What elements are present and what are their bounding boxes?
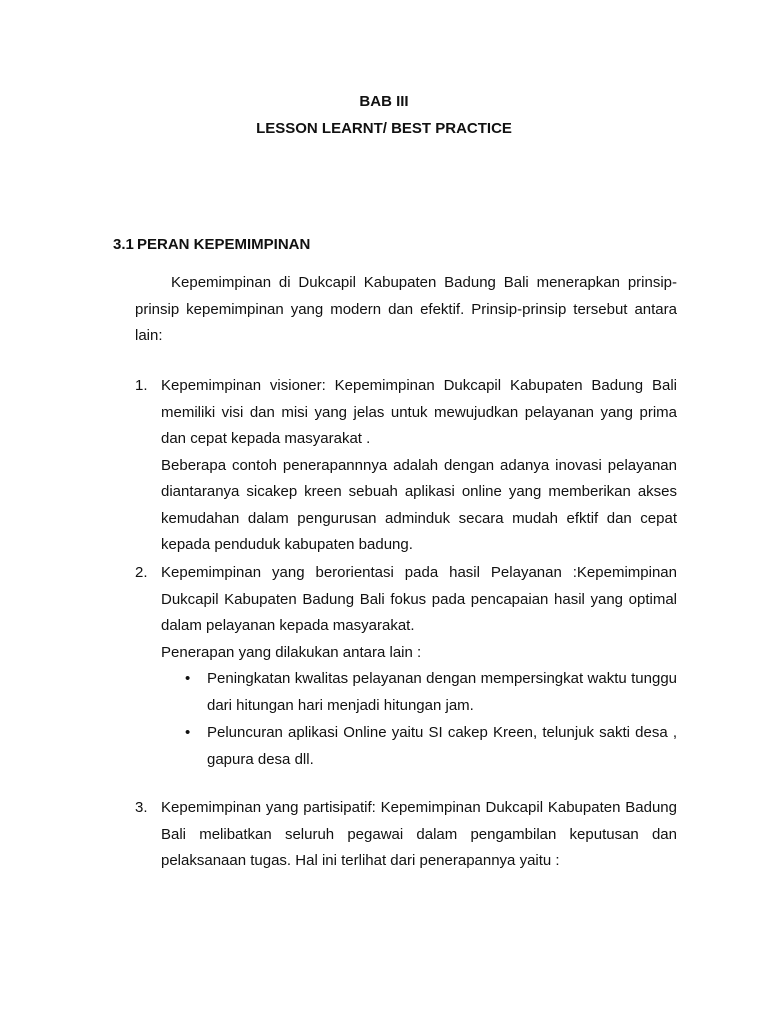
list-item-text: Kepemimpinan yang partisipatif: Kepemimpinan Dukcapil Kabupaten Badung Bali melibatkan seluruh pegawai dalam pengambilan keputusan dan pelaksanaan tugas. Hal ini terlihat dari penerapannya yaitu : <box>161 799 677 869</box>
list-item-number: 3. <box>135 799 148 816</box>
list-item-3 <box>135 795 677 875</box>
list-item-detail: Penerapan yang dilakukan antara lain : <box>161 643 422 661</box>
intro-paragraph: Kepemimpinan di Dukcapil Kabupaten Badung Bali menerapkan prinsip-prinsip kepemimpinan yang modern dan efektif. Prinsip-prinsip tersebut antara lain: <box>135 274 677 344</box>
bullet-icon: • <box>185 724 191 741</box>
list-item-number: 2. <box>135 564 148 581</box>
list-item-detail: Beberapa contoh penerapannnya adalah dengan adanya inovasi pelayanan diantaranya sicakep kreen sebuah aplikasi online yang memberikan akses kemudahan dalam pengurusan adminduk secara mudah efktif dan cepat kepada penduduk kabupaten badung. <box>161 456 677 553</box>
bullet-text: Peluncuran aplikasi Online yaitu SI cakep Kreen, telunjuk sakti desa , gapura desa dll. <box>207 724 677 768</box>
section-heading <box>113 236 310 253</box>
bullet-list <box>161 666 677 773</box>
chapter-number: BAB III <box>359 93 409 110</box>
list-item-number: 1. <box>135 377 148 394</box>
list-item-text: Kepemimpinan visioner: Kepemimpinan Dukcapil Kabupaten Badung Bali memiliki visi dan misi yang jelas untuk mewujudkan pelayanan yang prima dan cepat kepada masyarakat . <box>161 377 677 447</box>
list-item-text: Kepemimpinan yang berorientasi pada hasil Pelayanan :Kepemimpinan Dukcapil Kabupaten Badung Bali fokus pada pencapaian hasil yang optimal dalam pelayanan kepada masyarakat. <box>161 564 677 634</box>
bullet-item <box>161 720 677 773</box>
bullet-icon: • <box>185 670 191 687</box>
bullet-text: Peningkatan kwalitas pelayanan dengan mempersingkat waktu tunggu dari hitungan hari menjadi hitungan jam. <box>207 670 677 714</box>
list-item-2 <box>135 560 677 774</box>
section-title: PERAN KEPEMIMPINAN <box>137 236 311 253</box>
section-number: 3.1 <box>113 236 134 253</box>
bullet-item <box>161 666 677 719</box>
list-item-1 <box>135 373 677 559</box>
chapter-title: LESSON LEARNT/ BEST PRACTICE <box>256 120 512 137</box>
